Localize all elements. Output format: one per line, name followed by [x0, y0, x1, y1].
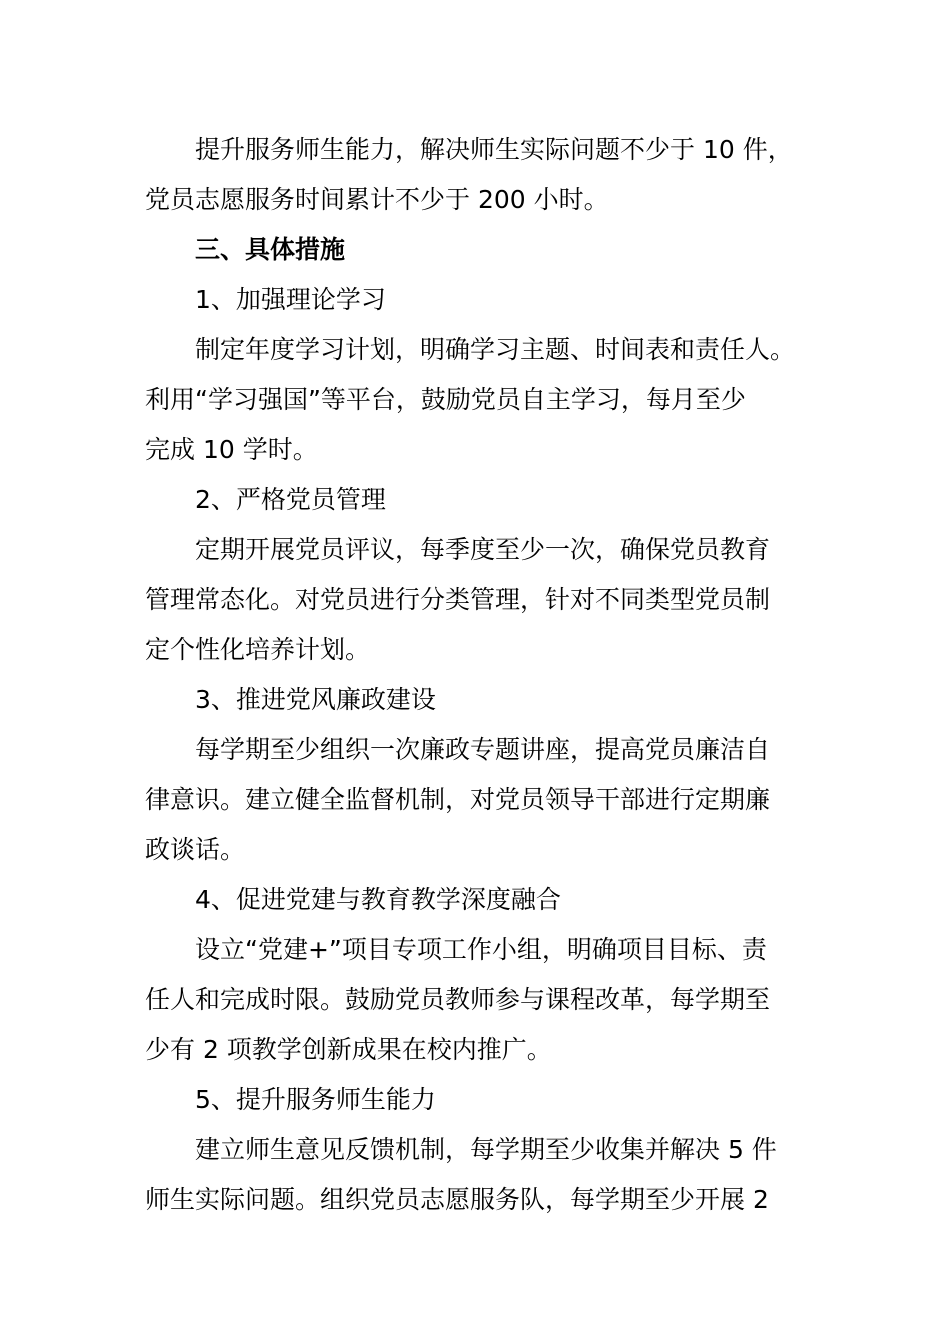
paragraph-line: 设立“党建+”项目专项工作小组，明确项目目标、责: [195, 935, 767, 964]
section-heading: 三、具体措施: [195, 235, 346, 264]
item-heading: 1、加强理论学习: [195, 285, 386, 314]
item-heading: 3、推进党风廉政建设: [195, 685, 436, 714]
paragraph-line: 定期开展党员评议，每季度至少一次，确保党员教育: [195, 535, 771, 564]
paragraph-line: 每学期至少组织一次廉政专题讲座，提高党员廉洁自: [195, 735, 771, 764]
paragraph-line: 定个性化培养计划。: [145, 635, 371, 664]
paragraph-line: 建立师生意见反馈机制，每学期至少收集并解决 5 件: [195, 1135, 777, 1164]
paragraph-line: 党员志愿服务时间累计不少于 200 小时。: [145, 185, 609, 214]
paragraph-line: 完成 10 学时。: [145, 435, 318, 464]
paragraph-line: 少有 2 项教学创新成果在校内推广。: [145, 1035, 552, 1064]
paragraph-line: 师生实际问题。组织党员志愿服务队，每学期至少开展 2: [145, 1185, 769, 1214]
paragraph-line: 政谈话。: [145, 835, 246, 864]
paragraph-line: 利用“学习强国”等平台，鼓励党员自主学习，每月至少: [145, 385, 746, 414]
item-heading: 5、提升服务师生能力: [195, 1085, 436, 1114]
paragraph-line: 制定年度学习计划，明确学习主题、时间表和责任人。: [195, 335, 796, 364]
item-heading: 4、促进党建与教育教学深度融合: [195, 885, 561, 914]
paragraph-line: 律意识。建立健全监督机制，对党员领导干部进行定期廉: [145, 785, 771, 814]
item-heading: 2、严格党员管理: [195, 485, 386, 514]
paragraph-line: 提升服务师生能力，解决师生实际问题不少于 10 件，: [195, 135, 793, 164]
paragraph-line: 管理常态化。对党员进行分类管理，针对不同类型党员制: [145, 585, 771, 614]
paragraph-line: 任人和完成时限。鼓励党员教师参与课程改革，每学期至: [145, 985, 771, 1014]
